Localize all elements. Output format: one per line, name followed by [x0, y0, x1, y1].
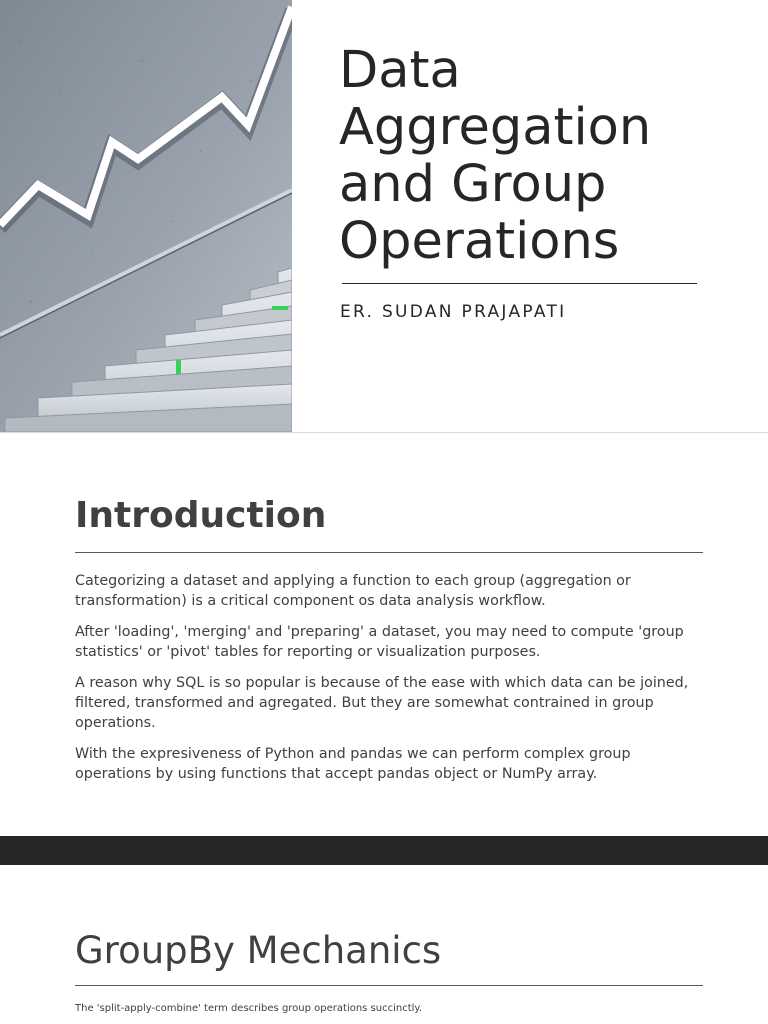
author-name: ER. SUDAN PRAJAPATI: [340, 302, 567, 322]
groupby-slide: [0, 865, 768, 1024]
body-paragraph: Categorizing a dataset and applying a function to each group (aggregation or transformation) is a critical component os data analysis workflow.: [75, 573, 631, 609]
title-line: Data: [339, 41, 461, 100]
title-line: Aggregation: [339, 98, 652, 157]
body-paragraph: A reason why SQL is so popular is because of the ease with which data can be joined, filtered, transformed and agregated. But they are somewhat contrained in group operations.: [75, 675, 689, 731]
slide-separator-band: [0, 836, 768, 865]
title-divider: [342, 283, 697, 284]
slide-body: [75, 571, 705, 795]
heading-divider: [75, 552, 703, 553]
title-line: and Group: [339, 155, 607, 214]
heading-divider: [75, 985, 703, 986]
slide-body-text: The 'split-apply-combine' term describes group operations succinctly.: [75, 1003, 423, 1014]
title-slide: [0, 0, 768, 432]
stairs-trend-photo: [0, 0, 292, 432]
body-paragraph: After 'loading', 'merging' and 'preparing' a dataset, you may need to compute 'group statistics' or 'pivot' tables for reporting or visualization purposes.: [75, 624, 684, 660]
presentation-title: [339, 42, 739, 270]
title-line: Operations: [339, 212, 620, 271]
introduction-slide: [0, 433, 768, 836]
body-paragraph: With the expresiveness of Python and pandas we can perform complex group operations by using functions that accept pandas object or NumPy array.: [75, 746, 631, 782]
slide-heading: GroupBy Mechanics: [75, 929, 442, 972]
slide-heading: Introduction: [75, 495, 327, 536]
